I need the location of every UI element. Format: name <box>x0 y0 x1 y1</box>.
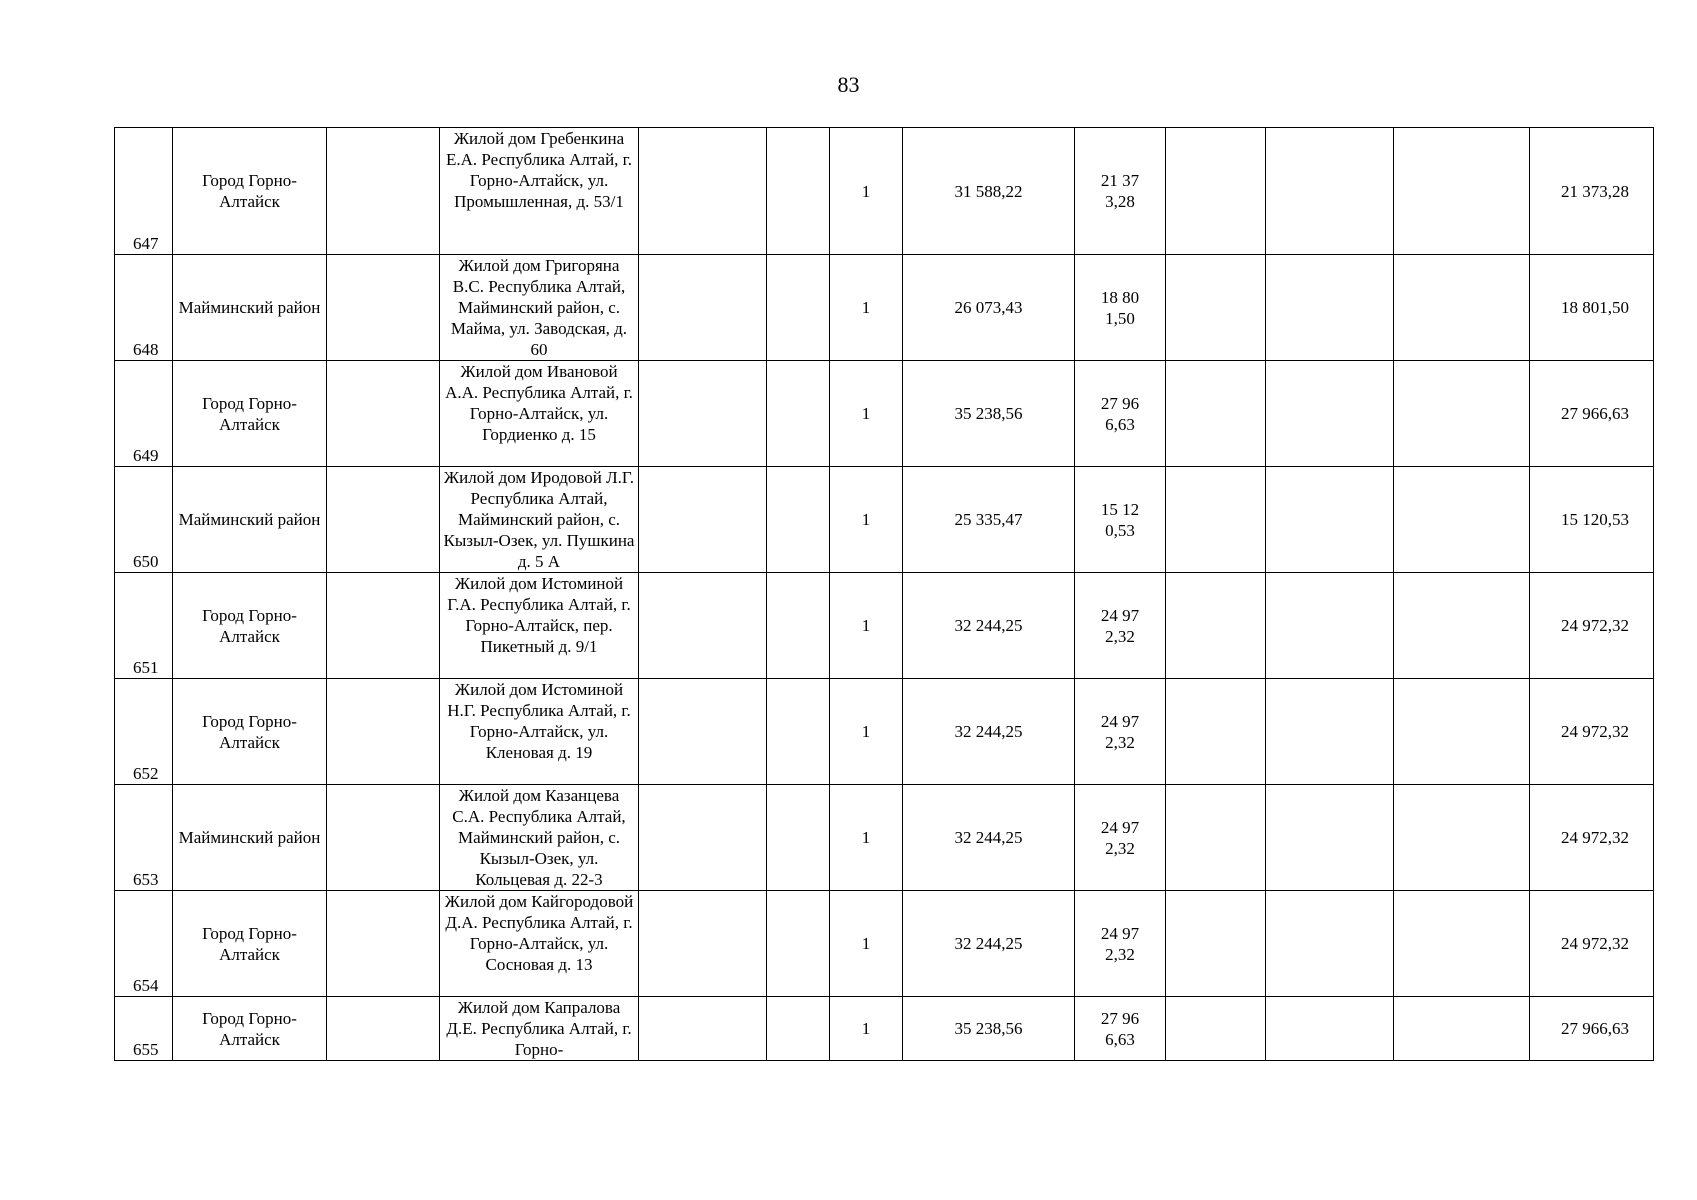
municipality-cell: Город Горно-Алтайск <box>173 997 327 1061</box>
empty-cell <box>327 679 440 785</box>
empty-cell <box>767 573 830 679</box>
empty-cell <box>1266 255 1394 361</box>
row-number: 648 <box>115 255 173 361</box>
total-cell: 24 972,32 <box>1530 573 1654 679</box>
empty-cell <box>327 255 440 361</box>
object-cell: Жилой дом Истоминой Г.А. Республика Алтай, г. Горно-Алтайск, пер. Пикетный д. 9/1 <box>440 573 639 679</box>
empty-cell <box>639 128 767 255</box>
quantity-cell: 1 <box>830 361 903 467</box>
empty-cell <box>1166 891 1266 997</box>
empty-cell <box>639 573 767 679</box>
empty-cell <box>1166 361 1266 467</box>
empty-cell <box>1394 255 1530 361</box>
table-row <box>115 467 1654 573</box>
empty-cell <box>1166 679 1266 785</box>
object-cell: Жилой дом Капралова Д.Е. Республика Алтай, г. Горно- <box>440 997 639 1061</box>
empty-cell <box>1394 128 1530 255</box>
municipality-cell: Майминский район <box>173 467 327 573</box>
quantity-cell: 1 <box>830 573 903 679</box>
quantity-cell: 1 <box>830 128 903 255</box>
table-row <box>115 573 1654 679</box>
row-number: 655 <box>115 997 173 1061</box>
empty-cell <box>327 573 440 679</box>
empty-cell <box>767 255 830 361</box>
row-number: 653 <box>115 785 173 891</box>
cost-cell: 26 073,43 <box>903 255 1075 361</box>
row-number: 651 <box>115 573 173 679</box>
cost-cell: 32 244,25 <box>903 573 1075 679</box>
total-cell: 24 972,32 <box>1530 785 1654 891</box>
quantity-cell: 1 <box>830 467 903 573</box>
empty-cell <box>1266 997 1394 1061</box>
empty-cell <box>639 361 767 467</box>
empty-cell <box>1266 467 1394 573</box>
payment-cell: 24 972,32 <box>1075 785 1166 891</box>
empty-cell <box>1394 891 1530 997</box>
object-cell: Жилой дом Ивановой А.А. Республика Алтай, г. Горно-Алтайск, ул. Гордиенко д. 15 <box>440 361 639 467</box>
row-number: 650 <box>115 467 173 573</box>
quantity-cell: 1 <box>830 255 903 361</box>
cost-cell: 32 244,25 <box>903 679 1075 785</box>
empty-cell <box>639 467 767 573</box>
total-cell: 15 120,53 <box>1530 467 1654 573</box>
payment-cell: 21 373,28 <box>1075 128 1166 255</box>
object-cell: Жилой дом Иродовой Л.Г. Республика Алтай, Майминский район, с. Кызыл-Озек, ул. Пушкина д. 5 А <box>440 467 639 573</box>
empty-cell <box>1266 785 1394 891</box>
table-row <box>115 891 1654 997</box>
registry-table <box>114 127 1654 1061</box>
payment-cell: 24 972,32 <box>1075 891 1166 997</box>
row-number: 654 <box>115 891 173 997</box>
object-cell: Жилой дом Григоряна В.С. Республика Алтай, Майминский район, с. Майма, ул. Заводская, д. 60 <box>440 255 639 361</box>
empty-cell <box>327 361 440 467</box>
table-row <box>115 255 1654 361</box>
total-cell: 27 966,63 <box>1530 361 1654 467</box>
empty-cell <box>1394 785 1530 891</box>
payment-cell: 27 966,63 <box>1075 361 1166 467</box>
municipality-cell: Город Горно-Алтайск <box>173 128 327 255</box>
page-number: 83 <box>837 72 860 97</box>
empty-cell <box>1266 573 1394 679</box>
total-cell: 21 373,28 <box>1530 128 1654 255</box>
municipality-cell: Город Горно-Алтайск <box>173 361 327 467</box>
empty-cell <box>639 785 767 891</box>
cost-cell: 25 335,47 <box>903 467 1075 573</box>
empty-cell <box>1266 361 1394 467</box>
total-cell: 27 966,63 <box>1530 997 1654 1061</box>
empty-cell <box>767 128 830 255</box>
empty-cell <box>1166 128 1266 255</box>
empty-cell <box>327 891 440 997</box>
table-row <box>115 361 1654 467</box>
empty-cell <box>1394 361 1530 467</box>
quantity-cell: 1 <box>830 891 903 997</box>
empty-cell <box>1166 785 1266 891</box>
cost-cell: 35 238,56 <box>903 997 1075 1061</box>
empty-cell <box>767 785 830 891</box>
row-number: 649 <box>115 361 173 467</box>
municipality-cell: Город Горно-Алтайск <box>173 891 327 997</box>
empty-cell <box>767 361 830 467</box>
table-body <box>115 128 1654 1061</box>
empty-cell <box>639 997 767 1061</box>
empty-cell <box>327 467 440 573</box>
total-cell: 24 972,32 <box>1530 679 1654 785</box>
empty-cell <box>327 997 440 1061</box>
payment-cell: 15 120,53 <box>1075 467 1166 573</box>
payment-cell: 24 972,32 <box>1075 573 1166 679</box>
empty-cell <box>639 679 767 785</box>
empty-cell <box>1166 573 1266 679</box>
cost-cell: 31 588,22 <box>903 128 1075 255</box>
table-row <box>115 128 1654 255</box>
empty-cell <box>767 467 830 573</box>
empty-cell <box>639 891 767 997</box>
empty-cell <box>327 128 440 255</box>
empty-cell <box>1266 891 1394 997</box>
table-row <box>115 679 1654 785</box>
object-cell: Жилой дом Казанцева С.А. Республика Алтай, Майминский район, с. Кызыл-Озек, ул. Кольцевая д. 22-3 <box>440 785 639 891</box>
row-number: 652 <box>115 679 173 785</box>
empty-cell <box>767 891 830 997</box>
cost-cell: 32 244,25 <box>903 891 1075 997</box>
empty-cell <box>1394 467 1530 573</box>
empty-cell <box>1266 679 1394 785</box>
payment-cell: 27 966,63 <box>1075 997 1166 1061</box>
municipality-cell: Майминский район <box>173 785 327 891</box>
payment-cell: 24 972,32 <box>1075 679 1166 785</box>
empty-cell <box>1394 997 1530 1061</box>
empty-cell <box>1166 467 1266 573</box>
object-cell: Жилой дом Кайгородовой Д.А. Республика Алтай, г. Горно-Алтайск, ул. Сосновая д. 13 <box>440 891 639 997</box>
quantity-cell: 1 <box>830 679 903 785</box>
empty-cell <box>767 679 830 785</box>
table-row <box>115 997 1654 1061</box>
empty-cell <box>767 997 830 1061</box>
municipality-cell: Город Горно-Алтайск <box>173 573 327 679</box>
quantity-cell: 1 <box>830 785 903 891</box>
total-cell: 18 801,50 <box>1530 255 1654 361</box>
empty-cell <box>327 785 440 891</box>
cost-cell: 32 244,25 <box>903 785 1075 891</box>
row-number: 647 <box>115 128 173 255</box>
municipality-cell: Майминский район <box>173 255 327 361</box>
empty-cell <box>1394 573 1530 679</box>
total-cell: 24 972,32 <box>1530 891 1654 997</box>
payment-cell: 18 801,50 <box>1075 255 1166 361</box>
empty-cell <box>639 255 767 361</box>
empty-cell <box>1166 255 1266 361</box>
quantity-cell: 1 <box>830 997 903 1061</box>
municipality-cell: Город Горно-Алтайск <box>173 679 327 785</box>
empty-cell <box>1266 128 1394 255</box>
empty-cell <box>1166 997 1266 1061</box>
empty-cell <box>1394 679 1530 785</box>
object-cell: Жилой дом Истоминой Н.Г. Республика Алтай, г. Горно-Алтайск, ул. Кленовая д. 19 <box>440 679 639 785</box>
cost-cell: 35 238,56 <box>903 361 1075 467</box>
table-row <box>115 785 1654 891</box>
object-cell: Жилой дом Гребенкина Е.А. Республика Алтай, г. Горно-Алтайск, ул. Промышленная, д. 53/1 <box>440 128 639 255</box>
